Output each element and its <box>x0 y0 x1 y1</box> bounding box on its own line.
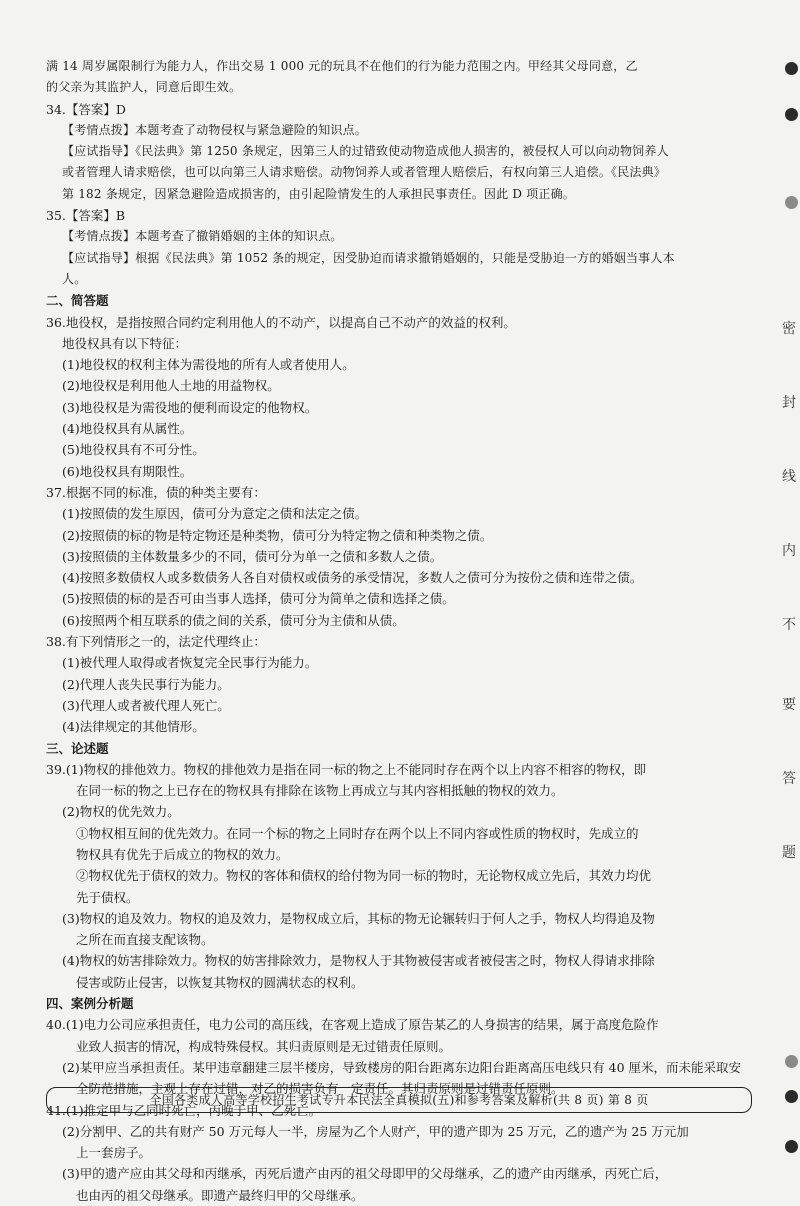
text-line: (3)按照债的主体数量多少的不同，债可分为单一之债和多数人之债。 <box>62 548 443 564</box>
text-line: (2)按照债的标的物是特定物还是种类物，债可分为特定物之债和种类物之债。 <box>62 527 493 543</box>
text-line: (1)被代理人取得或者恢复完全民事行为能力。 <box>62 655 318 671</box>
text-line: 上一套房子。 <box>76 1145 152 1161</box>
section-heading: 四、案例分析题 <box>46 996 134 1012</box>
answer-content <box>46 56 758 1206</box>
text-line: 满 14 周岁属限制行为能力人，作出交易 1 000 元的玩具不在他们的行为能力范围之内。甲经其父母同意，乙 <box>46 59 638 73</box>
text-line: 物权具有优先于后成立的物权的效力。 <box>76 846 289 862</box>
text-line: (3)代理人或者被代理人死亡。 <box>62 697 230 713</box>
text-line: 人。 <box>62 271 87 286</box>
binding-hole <box>785 62 798 75</box>
text-line: ②物权优先于债权的效力。物权的客体和债权的给付物为同一标的物时，无论物权成立先后，其效力均优 <box>76 868 652 884</box>
text-line: (6)按照两个相互联系的债之间的关系，债可分为主债和从债。 <box>62 612 405 628</box>
text-line: 【应试指导】根据《民法典》第 1052 条的规定，因受胁迫而请求撤销婚姻的，只能是受胁迫一方的婚姻当事人本 <box>62 250 675 265</box>
text-line: (4)按照多数债权人或多数债务人各自对债权或债务的承受情况，多数人之债可分为按份之债和连带之债。 <box>62 570 643 586</box>
seal-line-char: 答 <box>782 771 796 787</box>
binding-hole <box>785 1140 798 1153</box>
binding-hole <box>785 1090 798 1103</box>
seal-line-char: 密 <box>782 321 796 337</box>
text-line: (1)按照债的发生原因，债可分为意定之债和法定之债。 <box>62 506 368 522</box>
seal-line-char: 要 <box>782 697 796 713</box>
text-line: (3)物权的追及效力。物权的追及效力，是物权成立后，其标的物无论辗转归于何人之手，物权人均得追及物 <box>62 910 655 926</box>
text-line: 侵害或防止侵害，以恢复其物权的圆满状态的权利。 <box>76 974 364 990</box>
text-line: (1)地役权的权利主体为需役地的所有人或者使用人。 <box>62 357 355 373</box>
binding-hole <box>785 196 798 209</box>
text-line: 地役权具有以下特征： <box>62 335 188 351</box>
text-line: 36.地役权，是指按照合同约定利用他人的不动产，以提高自己不动产的效益的权利。 <box>46 314 516 330</box>
section-heading: 二、简答题 <box>46 293 109 309</box>
text-line: 也由丙的祖父母继承。即遗产最终归甲的父母继承。 <box>76 1187 364 1203</box>
text-line: 37.根据不同的标准，债的种类主要有： <box>46 484 266 500</box>
text-line: (2)分割甲、乙的共有财产 50 万元每人一半，房屋为乙个人财产，甲的遗产即为 25 万元，乙的遗产为 25 万元加 <box>62 1123 689 1139</box>
text-line: 第 182 条规定，因紧急避险造成损害的，由引起险情发生的人承担民事责任。因此 D 项正确。 <box>62 186 575 201</box>
text-line: (4)物权的妨害排除效力。物权的妨害排除效力，是物权人于其物被侵害或者被侵害之时，物权人得请求排除 <box>62 953 655 969</box>
binding-hole <box>785 1055 798 1068</box>
text-line: (4)地役权具有从属性。 <box>62 421 193 437</box>
text-line: 先于债权。 <box>76 889 139 905</box>
text-line: 之所在而直接支配该物。 <box>76 932 214 948</box>
seal-line-char: 线 <box>782 469 796 485</box>
section-heading: 三、论述题 <box>46 740 109 756</box>
text-line: 38.有下列情形之一的，法定代理终止： <box>46 634 266 650</box>
text-line: 41.(1)推定甲与乙同时死亡，丙晚于甲、乙死亡。 <box>46 1102 322 1118</box>
text-line: (4)法律规定的其他情形。 <box>62 719 205 735</box>
text-line: 40.(1)电力公司应承担责任，电力公司的高压线，在客观上造成了原告某乙的人身损害的结果，属于高度危险作 <box>46 1017 659 1033</box>
text-line: (3)甲的遗产应由其父母和丙继承，丙死后遗产由丙的祖父母即甲的父母继承，乙的遗产由丙继承，丙死亡后， <box>62 1166 668 1182</box>
seal-line-char: 封 <box>782 395 796 411</box>
text-line: 在同一标的物之上已存在的物权具有排除在该物上再成立与其内容相抵触的物权的效力。 <box>76 783 564 799</box>
text-line: 或者管理人请求赔偿，也可以向第三人请求赔偿。动物饲养人或者管理人赔偿后，有权向第三人追偿。《民法典》 <box>62 165 667 180</box>
text-line: (5)地役权具有不可分性。 <box>62 442 205 458</box>
text-line: 【考情点拨】本题考查了撤销婚姻的主体的知识点。 <box>62 229 343 244</box>
text-line: 全防范措施，主观上存在过错，对乙的损害负有一定责任。其归责原则是过错责任原则。 <box>76 1081 564 1097</box>
seal-line-char: 题 <box>782 845 796 861</box>
text-line: ①物权相互间的优先效力。在同一个标的物之上同时存在两个以上不同内容或性质的物权时，先成立的 <box>76 825 639 841</box>
text-line: 34.【答案】D <box>46 101 126 117</box>
text-line: 业致人损害的情况，构成特殊侵权。其归责原则是无过错责任原则。 <box>76 1038 452 1054</box>
text-line: (2)某甲应当承担责任。某甲违章翻建三层半楼房，导致楼房的阳台距离东边阳台距离高压电线只有 40 厘米，而未能采取安 <box>62 1059 742 1075</box>
text-line: (5)按照债的标的是否可由当事人选择，债可分为简单之债和选择之债。 <box>62 591 455 607</box>
text-line: 39.(1)物权的排他效力。物权的排他效力是指在同一标的物之上不能同时存在两个以上内容不相容的物权，即 <box>46 761 647 777</box>
binding-hole <box>785 108 798 121</box>
seal-line-char: 不 <box>782 617 796 633</box>
text-line: (2)地役权是利用他人土地的用益物权。 <box>62 378 280 394</box>
text-line: (3)地役权是为需役地的便利而设定的他物权。 <box>62 399 318 415</box>
text-line: 的父亲为其监护人，同意后即生效。 <box>46 80 242 95</box>
text-line: 【应试指导】《民法典》第 1250 条规定，因第三人的过错致使动物造成他人损害的，被侵权人可以向动物饲养人 <box>62 144 669 159</box>
text-line: (6)地役权具有期限性。 <box>62 463 193 479</box>
text-line: (2)物权的优先效力。 <box>62 804 180 820</box>
seal-line-char: 内 <box>782 543 796 559</box>
text-line: 【考情点拨】本题考查了动物侵权与紧急避险的知识点。 <box>62 122 368 137</box>
binding-margin <box>780 0 800 1185</box>
text-line: 35.【答案】B <box>46 208 126 224</box>
text-line: (2)代理人丧失民事行为能力。 <box>62 676 230 692</box>
page-footer: 全国各类成人高等学校招生考试专升本民法全真模拟(五)和参考答案及解析(共 8 页) 第 8 页 <box>46 1087 752 1113</box>
